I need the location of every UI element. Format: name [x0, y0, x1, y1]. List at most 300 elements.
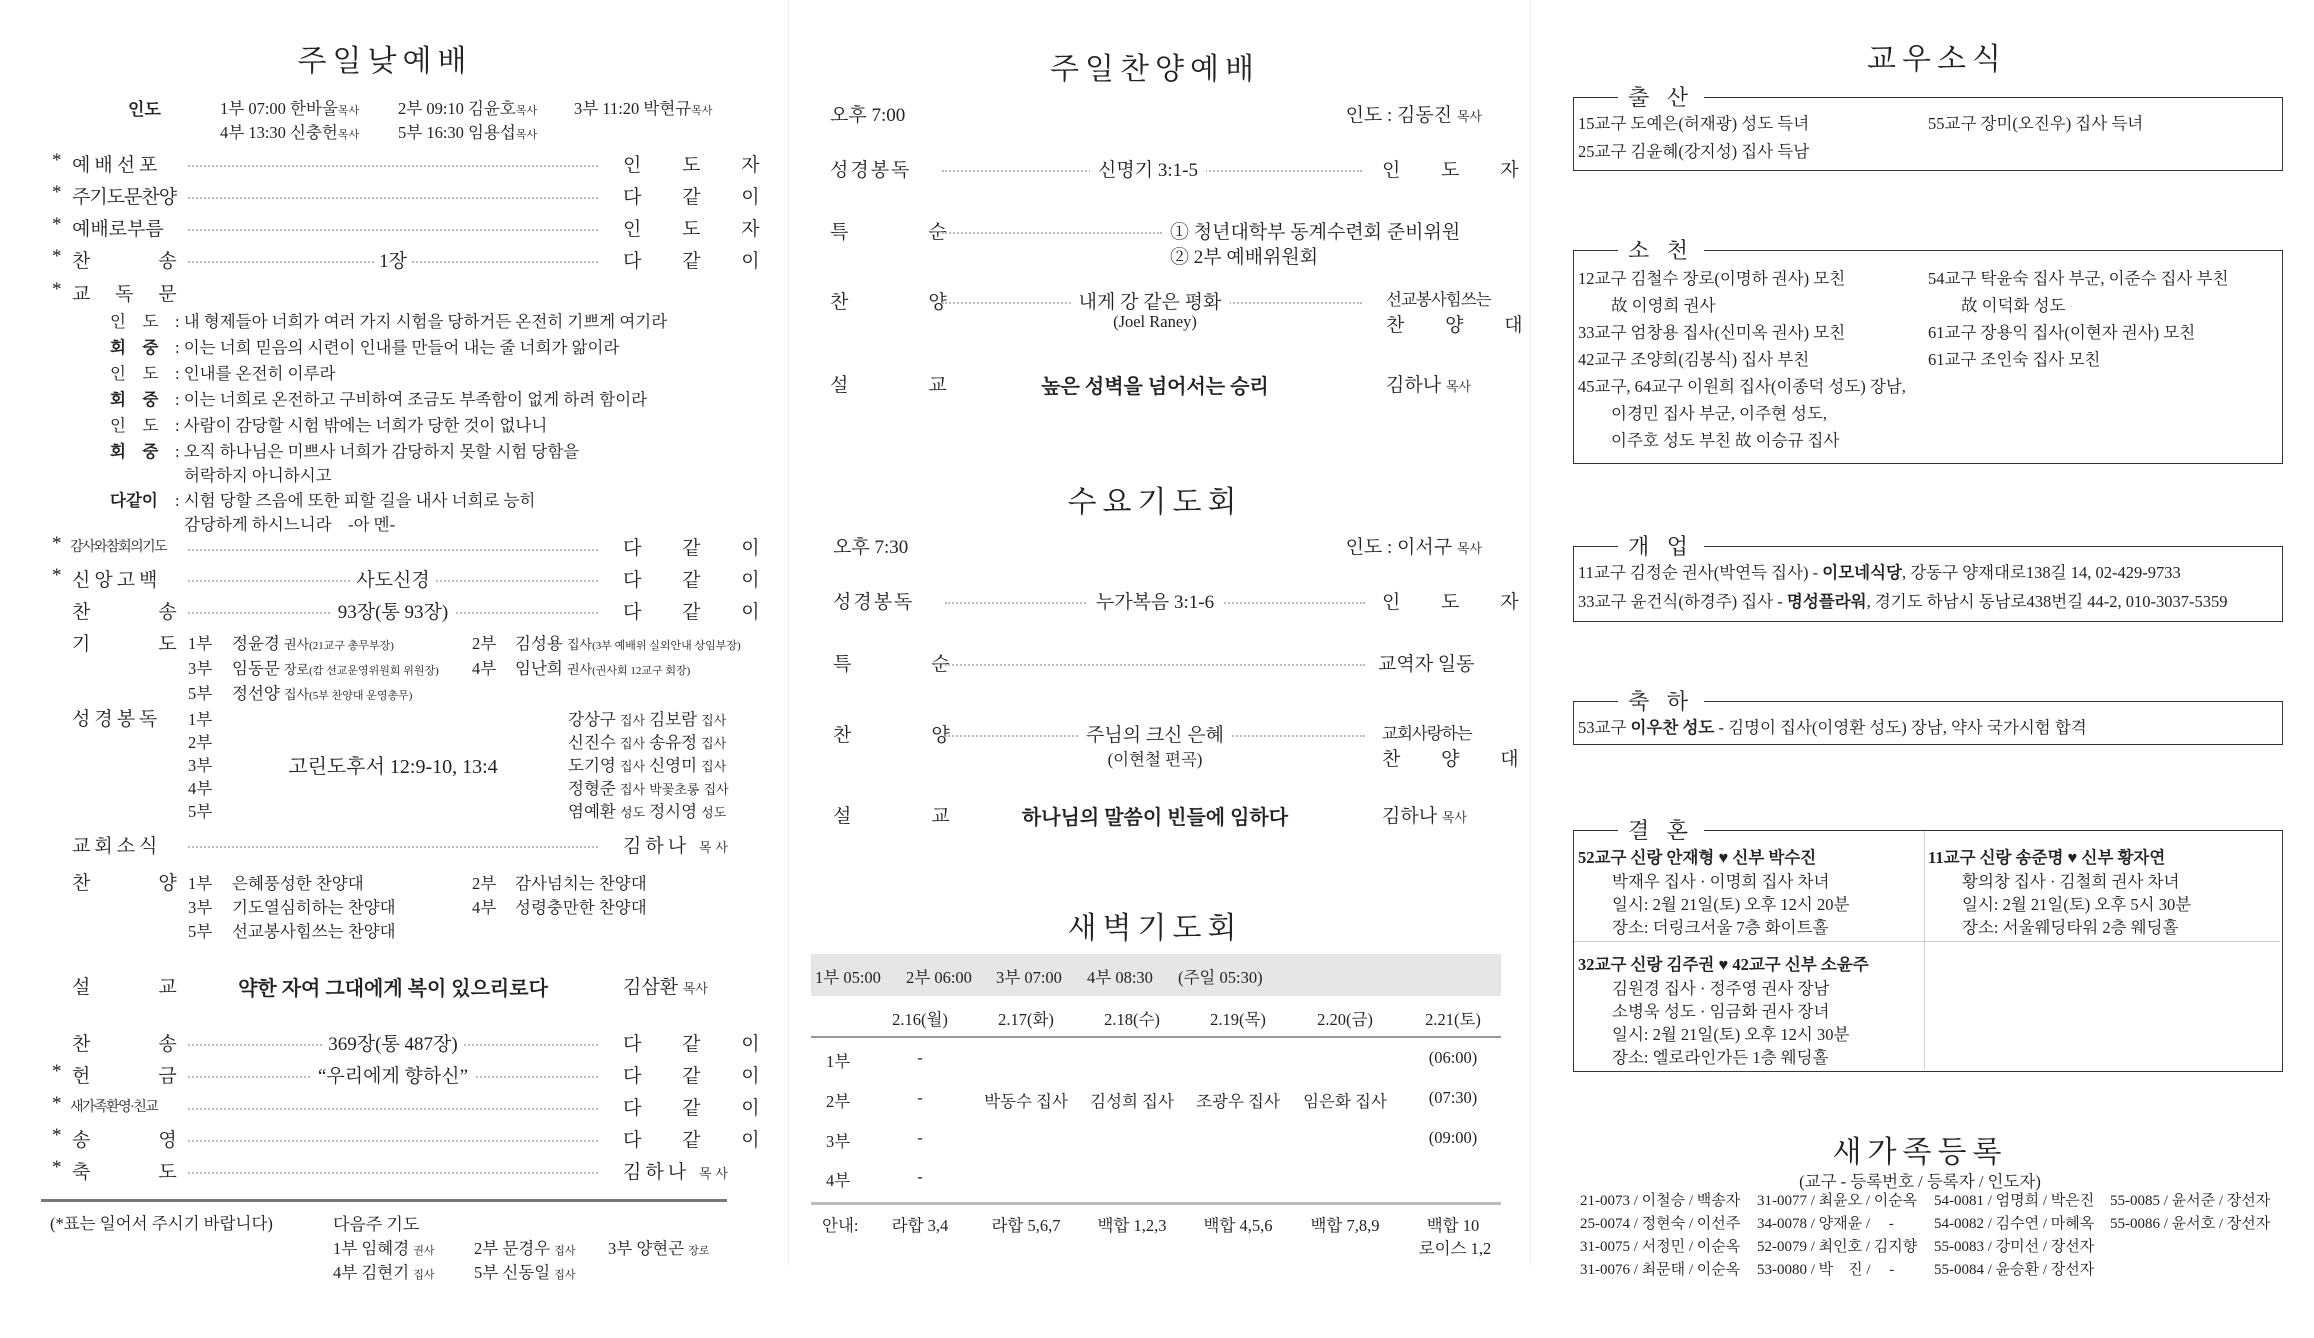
prayer-person — [232, 680, 412, 704]
order-content: 사도신경 — [350, 565, 435, 592]
dawn-guide: 라합 5,6,7 — [991, 1216, 1061, 1235]
praise-choir-composer: (Joel Raney) — [1113, 312, 1197, 331]
wedding-line: 장소: 엘로라인가든 1층 웨딩홀 — [1612, 1048, 1829, 1067]
order-label: 찬 송 — [72, 1034, 187, 1055]
reading-line: 시험 당할 즈음에 또한 피할 길을 내사 너희로 능히 — [183, 491, 536, 510]
dawn-time: 4부 08:30 — [1087, 968, 1153, 987]
wednesday-leader-name: 인도 : 이서구 — [1345, 537, 1453, 558]
dot-leader — [188, 229, 598, 231]
order-by: 인 도 자 — [623, 155, 778, 176]
wednesday-choir-arranger: (이현철 편곡) — [1107, 750, 1203, 769]
birth-item: 25교구 김윤혜(강지성) 집사 득남 — [1578, 142, 1810, 161]
dawn-guide-extra: 로이스 1,2 — [1418, 1239, 1492, 1258]
choir-part: 3부 — [188, 898, 213, 917]
scripture-readers — [568, 775, 729, 799]
dawn-cell: - — [917, 1167, 923, 1186]
new-family-col-3 — [1934, 1190, 2094, 1282]
wednesday-sermon-title: 하나님의 말씀이 빈들에 임하다 — [1021, 807, 1289, 829]
wednesday-sermon-label: 설 교 — [833, 806, 964, 827]
prayer-title: 권사 — [566, 662, 593, 677]
reader-name: 박꽃초롱 — [649, 782, 700, 797]
news-by: 김하나 — [623, 836, 691, 857]
standing-note: (*표는 일어서 주시기 바랍니다) — [50, 1214, 273, 1233]
dawn-cell: (09:00) — [1428, 1128, 1478, 1147]
reader-name: 신영미 — [649, 756, 698, 775]
order-by: 다 같 이 — [623, 187, 778, 208]
next-prayer-part: 5부 — [474, 1263, 499, 1282]
scripture-part: 4부 — [188, 779, 213, 798]
leader-5 — [398, 119, 537, 143]
order-label: 찬 송 — [72, 602, 187, 623]
wedding-row-divider — [1574, 941, 2280, 942]
new-family-entry: 31-0075 / 서정민 / 이순옥 — [1580, 1239, 1741, 1255]
reading-line: 이는 너희 믿음의 시련이 인내를 만들어 내는 줄 너희가 앎이라 — [183, 338, 620, 357]
birth-box — [1573, 85, 2283, 171]
preacher-title: 목사 — [682, 981, 708, 996]
reader-name: 김보람 — [649, 710, 698, 729]
leader-5-title: 목사 — [515, 129, 538, 141]
prayer-title: 권사 — [283, 637, 310, 652]
dot-leader — [188, 1172, 598, 1174]
order-content: 1장 — [375, 246, 411, 273]
wedding-line: 일시: 2월 21일(토) 오후 12시 20분 — [1612, 895, 1850, 914]
new-family-entry: 55-0086 / 윤서호 / 장선자 — [2110, 1216, 2271, 1232]
next-prayer-title: 집사 — [554, 1269, 576, 1281]
order-label: 예배로부름 — [72, 219, 164, 240]
order-label: 송 영 — [72, 1130, 187, 1151]
wednesday-choir-by2: 찬 양 대 — [1382, 749, 1537, 770]
dawn-cell: 조광우 집사 — [1196, 1092, 1280, 1111]
opening-address: , 경기도 하남시 동남로438번길 44-2, 010-3037-5359 — [1866, 592, 2228, 611]
dawn-prayer-title: 새벽기도회 — [1067, 912, 1243, 945]
leader-3-name: 3부 11:20 박현규 — [574, 99, 692, 118]
next-prayer-part: 4부 — [333, 1263, 358, 1282]
praise-leader-name: 인도 : 김동진 — [1345, 105, 1453, 126]
wedding-line: 일시: 2월 21일(토) 오후 5시 30분 — [1962, 895, 2192, 914]
reader-title: 성도 — [701, 805, 727, 820]
praise-choir-song: 내게 강 같은 평화 — [1071, 287, 1230, 314]
news-title: 목사 — [698, 840, 732, 855]
next-prayer-part: 2부 — [474, 1239, 499, 1258]
next-prayer-name: 임혜경 — [361, 1239, 410, 1258]
choir-part: 2부 — [472, 874, 497, 893]
wedding-head: 32교구 신랑 김주권 ♥ 42교구 신부 소윤주 — [1578, 955, 1869, 974]
new-family-col-2 — [1757, 1190, 1917, 1282]
order-label: 교 독 문 — [72, 284, 187, 305]
prayer-note: (3부 예배위 실외안내 상임부장) — [592, 640, 741, 652]
scripture-part: 1부 — [188, 710, 213, 729]
dawn-guide: 백합 7,8,9 — [1310, 1216, 1380, 1235]
order-label: 새가족환영·친교 — [70, 1100, 158, 1115]
standing-star: * — [52, 533, 62, 554]
condolence-item: 54교구 탁윤숙 집사 부군, 이준수 집사 부친 — [1928, 269, 2229, 288]
leader-2 — [398, 95, 537, 119]
condolence-item: 이주호 성도 부친 故 이승규 집사 — [1578, 431, 1840, 450]
leader-4-title: 목사 — [337, 129, 360, 141]
wedding-col-divider — [1924, 831, 1925, 1069]
order-by — [623, 1157, 732, 1184]
standing-star: * — [52, 150, 62, 171]
condolence-item: 이경민 집사 부군, 이주현 성도, — [1578, 404, 1828, 423]
wednesday-special-label: 특 순 — [833, 654, 964, 675]
order-by: 다 같 이 — [623, 538, 778, 559]
dawn-date: 2.20(금) — [1317, 1010, 1373, 1029]
order-by: 다 같 이 — [623, 1066, 778, 1087]
order-by: 다 같 이 — [623, 251, 778, 272]
reading-who: 인 도 — [110, 312, 159, 331]
wedding-line: 장소: 서울웨딩타워 2층 웨딩홀 — [1962, 918, 2179, 937]
dawn-date: 2.21(토) — [1425, 1010, 1481, 1029]
standing-star: * — [52, 182, 62, 203]
reading-text: : 이는 너희로 온전하고 구비하여 조금도 부족함이 없게 하려 함이라 — [175, 390, 648, 409]
dot-leader — [945, 664, 1365, 666]
new-family-col-1 — [1580, 1190, 1740, 1282]
dot-leader — [188, 549, 598, 551]
sermon-label: 설 교 — [72, 977, 187, 998]
standing-star: * — [52, 1093, 62, 1114]
table-footer-line — [811, 1202, 1501, 1205]
choir-name: 선교봉사힘쓰는 찬양대 — [232, 922, 396, 941]
wednesday-leader-title: 목사 — [1456, 541, 1482, 556]
reading-text: : 이는 너희 믿음의 시련이 인내를 만들어 내는 줄 너희가 앎이라 — [175, 338, 620, 357]
new-family-title: 새가족등록 — [1832, 1136, 2008, 1169]
dawn-date: 2.17(화) — [998, 1010, 1054, 1029]
dawn-date: 2.19(목) — [1210, 1010, 1266, 1029]
prayer-part: 5부 — [188, 684, 213, 703]
section-divider — [41, 1199, 727, 1202]
reading-text: : 인내를 온전히 이루라 — [175, 364, 336, 383]
benediction-by: 김하나 — [623, 1162, 691, 1183]
wednesday-scripture-by: 인 도 자 — [1382, 592, 1537, 613]
choir-name: 감사넘치는 찬양대 — [515, 874, 647, 893]
scripture-label: 성경봉독 — [72, 709, 162, 730]
praise-special-item: ② 2부 예배위원회 — [1170, 247, 1319, 268]
opening-title: 개 업 — [1618, 530, 1704, 561]
reading-text: : 오직 하나님은 미쁘사 너희가 감당하지 못할 시험 당함을 — [175, 442, 580, 461]
wednesday-choir-song: 주님의 크신 은혜 — [1078, 720, 1232, 747]
next-prayer-part: 1부 — [333, 1239, 358, 1258]
wednesday-preacher: 김하나 — [1382, 806, 1438, 827]
wedding-head: 11교구 신랑 송준명 ♥ 신부 황자연 — [1928, 848, 2166, 867]
prayer-part: 1부 — [188, 634, 213, 653]
wednesday-scripture-label: 성경봉독 — [833, 592, 915, 613]
reading-line: 인내를 온전히 이루라 — [183, 364, 336, 383]
leader-3-title: 목사 — [691, 105, 713, 117]
opening-item — [1578, 559, 2181, 583]
reader-title: 집사 — [701, 736, 727, 751]
dawn-guide-label: 안내: — [822, 1216, 859, 1235]
reader-title: 집사 — [703, 782, 729, 797]
reader-title: 성도 — [619, 805, 646, 820]
choir-name: 기도열심히하는 찬양대 — [232, 898, 396, 917]
standing-star: * — [52, 214, 62, 235]
dot-leader — [188, 165, 598, 167]
reading-line: 오직 하나님은 미쁘사 너희가 감당하지 못할 시험 당함을 — [183, 442, 580, 461]
order-label: 헌 금 — [72, 1066, 187, 1087]
wednesday-sermon-by — [1382, 801, 1467, 828]
standing-star: * — [52, 1061, 62, 1082]
prayer-part: 3부 — [188, 659, 213, 678]
order-by: 다 같 이 — [623, 602, 778, 623]
praise-service-title: 주일찬양예배 — [1050, 53, 1260, 86]
praise-scripture-label: 성경봉독 — [830, 160, 912, 181]
praise-special-label: 특 순 — [830, 222, 961, 243]
wednesday-choir-label: 찬 양 — [833, 725, 964, 746]
reading-text: : 시험 당할 즈음에 또한 피할 길을 내사 너희로 능히 — [175, 491, 536, 510]
dawn-guide: 라합 3,4 — [891, 1216, 949, 1235]
next-prayer-title: 장로 — [688, 1245, 710, 1257]
praise-choir-label: 찬 양 — [830, 292, 961, 313]
praise-sermon-by — [1386, 370, 1471, 397]
dawn-date: 2.16(월) — [892, 1010, 948, 1029]
standing-star: * — [52, 1157, 62, 1178]
prayer-person — [232, 630, 394, 654]
praise-leader — [1346, 100, 1482, 127]
wedding-line: 박재우 집사 · 이명희 집사 차녀 — [1612, 872, 1830, 891]
reader-title: 집사 — [619, 736, 646, 751]
next-prayer-3 — [608, 1235, 710, 1259]
table-header-line — [811, 1036, 1501, 1038]
reader-title: 집사 — [619, 713, 646, 728]
scripture-readers — [568, 706, 726, 730]
wednesday-time: 오후 7:30 — [833, 537, 909, 558]
order-label: 찬 송 — [72, 251, 187, 272]
choir-part: 4부 — [472, 898, 497, 917]
opening-address: , 강동구 양재대로138길 14, 02-429-9733 — [1901, 563, 2181, 582]
congrats-item — [1578, 714, 2087, 738]
reader-title: 집사 — [619, 782, 646, 797]
dawn-cell: - — [917, 1128, 923, 1147]
prayer-note: (5부 찬양대 운영총무) — [309, 690, 413, 702]
next-prayer-name: 김현기 — [361, 1263, 410, 1282]
dawn-guide: 백합 4,5,6 — [1203, 1216, 1273, 1235]
reading-line: 내 형제들아 너희가 여러 가지 시험을 당하거든 온전히 기쁘게 여기라 — [183, 312, 668, 331]
scripture-part: 2부 — [188, 733, 213, 752]
column-border — [1530, 0, 1531, 1265]
prayer-person — [515, 630, 741, 654]
wedding-line: 장소: 더링크서울 7층 화이트홀 — [1612, 918, 1829, 937]
dawn-cell: 김성희 집사 — [1090, 1092, 1174, 1111]
prayer-part: 2부 — [472, 634, 497, 653]
prayer-name: 임동문 — [232, 659, 280, 678]
opening-box — [1573, 534, 2283, 622]
standing-star: * — [52, 246, 62, 267]
reader-name: 신진수 — [568, 733, 616, 752]
praise-scripture-by: 인 도 자 — [1382, 160, 1537, 181]
next-week-prayer-label: 다음주 기도 — [333, 1215, 420, 1234]
reading-who: 인 도 — [110, 416, 159, 435]
prayer-part: 4부 — [472, 659, 497, 678]
reader-title: 집사 — [619, 759, 646, 774]
next-prayer-title: 권사 — [413, 1245, 435, 1257]
prayer-person — [515, 655, 690, 679]
praise-choir-by2: 찬 양 대 — [1386, 315, 1541, 336]
reading-who: 다같이 — [110, 491, 158, 510]
reader-name: 도기영 — [568, 756, 616, 775]
condolence-item: 42교구 조양희(김봉식) 집사 부친 — [1578, 350, 1810, 369]
preacher-name: 김삼환 — [623, 977, 679, 998]
leader-4-name: 4부 13:30 신충헌 — [220, 123, 338, 142]
scripture-part: 5부 — [188, 802, 213, 821]
column-border — [788, 0, 789, 1265]
praise-scripture-passage: 신명기 3:1-5 — [1090, 155, 1206, 182]
condolence-item: 33교구 엄창용 집사(신미옥 권사) 모친 — [1578, 323, 1846, 342]
next-prayer-4 — [333, 1259, 435, 1283]
dawn-part: 1부 — [826, 1052, 851, 1071]
dawn-time: 1부 05:00 — [815, 968, 881, 987]
order-label: 축 도 — [72, 1162, 187, 1183]
choir-name: 은혜풍성한 찬양대 — [232, 874, 364, 893]
choir-label: 찬 양 — [72, 873, 187, 894]
leader-1-title: 목사 — [337, 105, 360, 117]
reading-text: : 내 형제들아 너희가 여러 가지 시험을 당하거든 온전히 기쁘게 여기라 — [175, 312, 668, 331]
condolence-item: 61교구 장용익 집사(이현자 권사) 모친 — [1928, 323, 2196, 342]
reading-who: 회 중 — [110, 390, 159, 409]
sermon-preacher — [623, 972, 708, 999]
congrats-box — [1573, 689, 2283, 745]
birth-item: 55교구 장미(오진우) 집사 득녀 — [1928, 114, 2144, 133]
prayer-note: (21교구 총무부장) — [309, 640, 394, 652]
leader-4 — [220, 119, 359, 143]
condolence-title: 소 천 — [1618, 234, 1704, 265]
condolence-item: 故 이덕화 성도 — [1928, 296, 2066, 315]
choir-part: 1부 — [188, 874, 213, 893]
order-by: 다 같 이 — [623, 1130, 778, 1151]
scripture-readers — [568, 729, 726, 753]
dawn-cell: 박동수 집사 — [984, 1092, 1068, 1111]
dawn-cell: 임은화 집사 — [1303, 1092, 1387, 1111]
next-prayer-name: 문경우 — [502, 1239, 551, 1258]
leader-1-name: 1부 07:00 한바울 — [220, 99, 338, 118]
prayer-title: 장로 — [283, 662, 310, 677]
new-family-entry: 53-0080 / 박 진 / - — [1757, 1262, 1895, 1278]
standing-star: * — [52, 279, 62, 300]
wednesday-service-title: 수요기도회 — [1067, 486, 1243, 519]
dawn-part: 3부 — [826, 1132, 851, 1151]
sermon-title: 약한 자여 그대에게 복이 있으리로다 — [238, 978, 548, 1000]
reading-who: 회 중 — [110, 442, 159, 461]
dot-leader — [188, 1140, 598, 1142]
order-by: 다 같 이 — [623, 1034, 778, 1055]
congrats-detail: - 김명이 집사(이영환 성도) 장남, 약사 국가시험 합격 — [1714, 718, 2087, 737]
reading-text-cont: 감당하게 하시느니라 -아 멘- — [184, 515, 396, 534]
praise-sermon-label: 설 교 — [830, 375, 961, 396]
next-prayer-5 — [474, 1259, 576, 1283]
reading-text-cont: 허락하지 아니하시고 — [184, 466, 332, 485]
dawn-guide: 백합 10 — [1426, 1216, 1480, 1235]
dawn-time: 2부 06:00 — [906, 968, 972, 987]
dawn-time: (주일 05:30) — [1178, 968, 1263, 987]
new-family-entry: 55-0083 / 강미선 / 장선자 — [1934, 1239, 2095, 1255]
order-label: 주기도문찬양 — [72, 187, 177, 208]
scripture-readers — [568, 752, 726, 776]
scripture-part: 3부 — [188, 756, 213, 775]
wedding-head: 52교구 신랑 안재형 ♥ 신부 박수진 — [1578, 848, 1817, 867]
praise-choir-by: 선교봉사힘쓰는 — [1386, 290, 1491, 309]
scripture-passage: 고린도후서 12:9-10, 13:4 — [288, 756, 498, 778]
prayer-note: (권사회 12교구 회장) — [592, 665, 691, 677]
reading-who: 인 도 — [110, 364, 159, 383]
scripture-readers — [568, 798, 726, 822]
order-by: 다 같 이 — [623, 1098, 778, 1119]
leader-2-name: 2부 09:10 김윤호 — [398, 99, 516, 118]
birth-item: 15교구 도예은(허재광) 성도 득녀 — [1578, 114, 1810, 133]
congrats-parish: 53교구 — [1578, 718, 1631, 737]
birth-title: 출 산 — [1618, 81, 1704, 112]
new-family-entry: 31-0077 / 최윤오 / 이순옥 — [1757, 1193, 1918, 1209]
prayer-name: 정선양 — [232, 684, 280, 703]
new-family-entry: 31-0076 / 최문태 / 이순옥 — [1580, 1262, 1741, 1278]
next-prayer-title: 집사 — [554, 1245, 576, 1257]
prayer-note: (캄 선교운영위원회 위원장) — [309, 665, 439, 677]
congrats-title: 축 하 — [1618, 685, 1704, 716]
dot-leader — [188, 1108, 598, 1110]
condolence-item: 故 이영희 권사 — [1578, 296, 1716, 315]
reader-name: 정형준 — [568, 779, 616, 798]
opening-item — [1578, 588, 2228, 612]
dawn-guide: 백합 1,2,3 — [1097, 1216, 1167, 1235]
reader-name: 염예환 — [568, 802, 616, 821]
opening-member: 33교구 윤건식(하경주) 집사 - — [1578, 592, 1787, 611]
wednesday-leader — [1346, 532, 1482, 559]
prayer-name: 김성용 — [515, 634, 563, 653]
prayer-name: 정윤경 — [232, 634, 280, 653]
next-prayer-name: 양현곤 — [636, 1239, 685, 1258]
reading-who: 회 중 — [110, 338, 159, 357]
prayer-title: 집사 — [283, 687, 310, 702]
new-family-entry: 55-0084 / 윤승환 / 장선자 — [1934, 1262, 2095, 1278]
standing-star: * — [52, 1125, 62, 1146]
reading-line: 사람이 감당할 시험 밖에는 너희가 당한 것이 없나니 — [183, 416, 548, 435]
new-family-entry: 34-0078 / 양재윤 / - — [1757, 1216, 1894, 1232]
dot-leader — [188, 197, 598, 199]
leader-1 — [220, 95, 359, 119]
choir-part: 5부 — [188, 922, 213, 941]
reader-title: 집사 — [701, 759, 727, 774]
wedding-line: 소병욱 성도 · 임금화 권사 장녀 — [1612, 1002, 1830, 1021]
prayer-name: 임난희 — [515, 659, 563, 678]
new-family-entry: 52-0079 / 최인호 / 김지향 — [1757, 1239, 1918, 1255]
wednesday-special-by: 교역자 일동 — [1378, 654, 1475, 675]
order-label: 감사와참회의기도 — [70, 540, 167, 555]
reading-line: 이는 너희로 온전하고 구비하여 조금도 부족함이 없게 하려 함이라 — [183, 390, 648, 409]
next-prayer-name: 신동일 — [502, 1263, 551, 1282]
leader-5-name: 5부 16:30 임용섭 — [398, 123, 516, 142]
praise-preacher: 김하나 — [1386, 375, 1442, 396]
dawn-cell: - — [917, 1048, 923, 1067]
praise-preacher-title: 목사 — [1445, 379, 1471, 394]
condolence-item: 12교구 김철수 장로(이명하 권사) 모친 — [1578, 269, 1846, 288]
new-family-entry: 55-0085 / 윤서준 / 장선자 — [2110, 1193, 2271, 1209]
new-family-subtitle: (교구 - 등록번호 / 등록자 / 인도자) — [1799, 1172, 2041, 1191]
condolence-item: 61교구 조인숙 집사 모친 — [1928, 350, 2101, 369]
praise-sermon-title: 높은 성벽을 넘어서는 승리 — [1041, 376, 1269, 398]
dawn-date: 2.18(수) — [1104, 1010, 1160, 1029]
order-by: 인 도 자 — [623, 219, 778, 240]
dawn-cell: (07:30) — [1428, 1088, 1478, 1107]
dawn-cell: (06:00) — [1428, 1048, 1478, 1067]
benediction-title: 목사 — [698, 1166, 732, 1181]
reader-title: 집사 — [701, 713, 727, 728]
order-by — [623, 831, 732, 858]
dot-leader — [942, 232, 1162, 234]
opening-business: 이모네식당 — [1822, 563, 1902, 582]
wedding-line: 김원경 집사 · 정주영 권사 장남 — [1612, 979, 1830, 998]
leader-2-title: 목사 — [515, 105, 538, 117]
praise-time: 오후 7:00 — [830, 105, 906, 126]
new-family-entry: 54-0081 / 엄명희 / 박은진 — [1934, 1193, 2095, 1209]
dawn-part: 2부 — [826, 1092, 851, 1111]
